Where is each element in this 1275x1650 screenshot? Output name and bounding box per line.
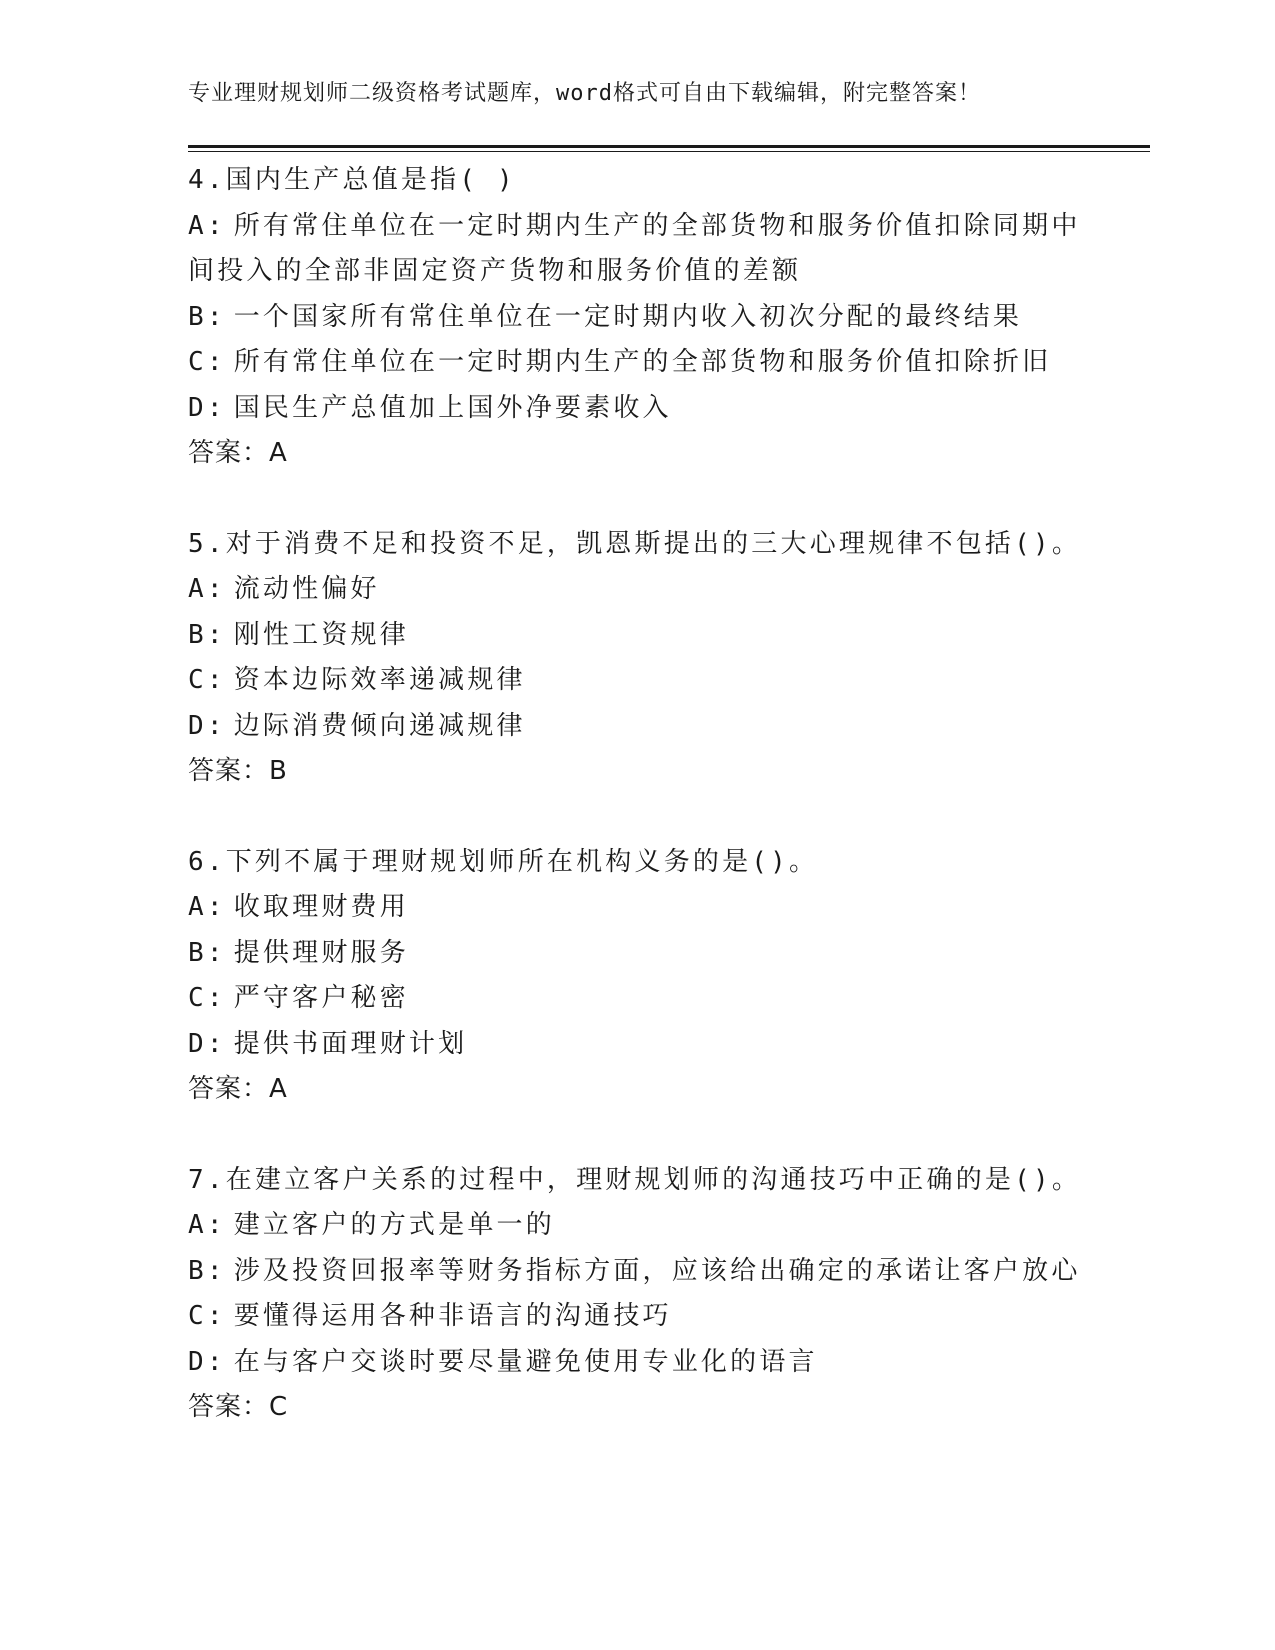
option-label: C:: [188, 347, 226, 377]
header-rule-thin: [188, 151, 1150, 152]
question-5: [188, 522, 1088, 795]
option-d: [188, 386, 1088, 432]
option-d: [188, 1022, 1088, 1068]
option-text: 在与客户交谈时要尽量避免使用专业化的语言: [233, 1346, 818, 1377]
option-b: [188, 1249, 1088, 1295]
option-label: A:: [188, 210, 226, 241]
option-b: [188, 295, 1088, 341]
option-label: D:: [188, 710, 226, 741]
option-label: D:: [188, 1028, 226, 1059]
option-text: 涉及投资回报率等财务指标方面，应该给出确定的承诺让客户放心: [233, 1255, 1081, 1286]
option-label: D:: [188, 1346, 226, 1377]
option-text: 要懂得运用各种非语言的沟通技巧: [233, 1301, 672, 1331]
option-label: C:: [188, 983, 226, 1013]
answer-line: 答案：A: [188, 1074, 288, 1104]
option-text: 所有常住单位在一定时期内生产的全部货物和服务价值扣除折旧: [233, 347, 1052, 377]
option-label: B:: [188, 619, 226, 650]
question-6: [188, 840, 1088, 1113]
option-text: 严守客户秘密: [233, 983, 409, 1013]
answer-line: 答案：C: [188, 1392, 289, 1422]
option-text: 边际消费倾向递减规律: [233, 710, 526, 741]
answer-line: 答案：A: [188, 438, 288, 468]
option-a: [188, 204, 1088, 250]
option-text: 收取理财费用: [233, 892, 409, 922]
option-a: [188, 1203, 1088, 1249]
question-stem: 5.对于消费不足和投资不足，凯恩斯提出的三大心理规律不包括()。: [188, 528, 1082, 559]
option-a: [188, 567, 1088, 613]
option-c: [188, 1294, 1088, 1340]
option-label: B:: [188, 937, 226, 968]
option-label: C:: [188, 665, 226, 695]
option-text: 提供理财服务: [233, 937, 409, 968]
question-stem: 6.下列不属于理财规划师所在机构义务的是()。: [188, 846, 819, 877]
option-label: C:: [188, 1301, 226, 1331]
option-text: 间投入的全部非固定资产货物和服务价值的差额: [188, 256, 802, 286]
option-d: [188, 704, 1088, 750]
option-text: 一个国家所有常住单位在一定时期内收入初次分配的最终结果: [233, 301, 1023, 332]
question-stem: 7.在建立客户关系的过程中，理财规划师的沟通技巧中正确的是()。: [188, 1164, 1082, 1195]
option-b: [188, 613, 1088, 659]
option-text: 建立客户的方式是单一的: [233, 1210, 555, 1240]
option-d: [188, 1340, 1088, 1386]
option-text: 资本边际效率递减规律: [233, 665, 526, 695]
page-header: 专业理财规划师二级资格考试题库，word格式可自由下载编辑，附完整答案！: [188, 81, 981, 106]
option-b: [188, 931, 1088, 977]
option-text: 所有常住单位在一定时期内生产的全部货物和服务价值扣除同期中: [233, 210, 1081, 241]
option-text: 提供书面理财计划: [233, 1028, 468, 1059]
option-label: A:: [188, 1210, 226, 1240]
option-c: [188, 340, 1088, 386]
option-text: 刚性工资规律: [233, 619, 409, 650]
option-label: B:: [188, 1255, 226, 1286]
header-rule-thick: [188, 145, 1150, 148]
option-label: A:: [188, 574, 226, 604]
question-4: [188, 158, 1088, 477]
option-label: D:: [188, 392, 226, 423]
option-c: [188, 658, 1088, 704]
question-7: [188, 1158, 1088, 1431]
question-list: [188, 158, 1088, 1476]
option-label: B:: [188, 301, 226, 332]
option-a-continued: [188, 249, 1088, 295]
option-a: [188, 885, 1088, 931]
option-c: [188, 976, 1088, 1022]
answer-line: 答案：B: [188, 756, 288, 786]
option-label: A:: [188, 892, 226, 922]
question-stem: 4.国内生产总值是指( ): [188, 165, 516, 195]
option-text: 流动性偏好: [233, 574, 380, 604]
option-text: 国民生产总值加上国外净要素收入: [233, 392, 672, 423]
